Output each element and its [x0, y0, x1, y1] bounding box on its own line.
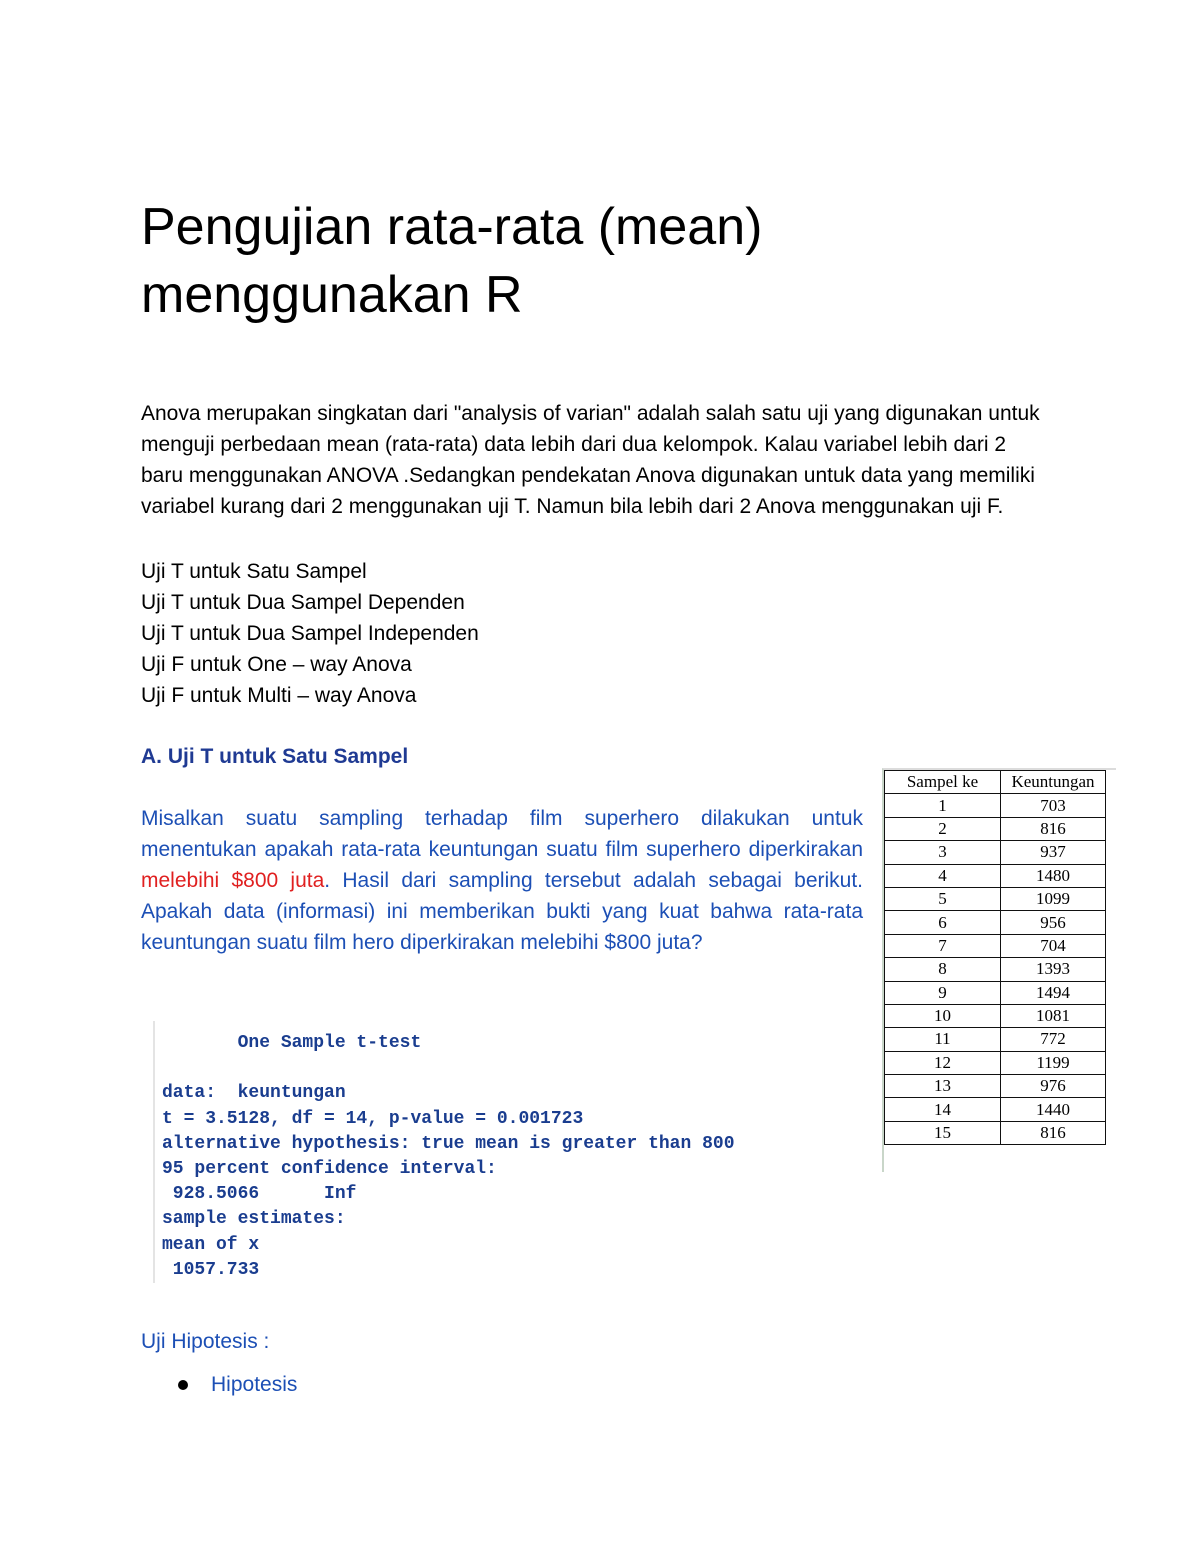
- cell-sample-number: 8: [885, 958, 1001, 981]
- cell-profit: 1480: [1001, 864, 1106, 887]
- r-output-line: sample estimates:: [162, 1209, 346, 1230]
- list-item: [141, 1369, 297, 1400]
- table-row: [885, 794, 1106, 817]
- table-row: [885, 1121, 1106, 1144]
- problem-text-part1: Misalkan suatu sampling terhadap film superhero dilakukan untuk menentukan apakah rata-rata keuntungan suatu film superhero diperkirakan: [141, 807, 863, 861]
- table-row: [885, 1004, 1106, 1027]
- list-item: Uji T untuk Satu Sampel: [141, 560, 367, 583]
- r-output-line: 1057.733: [162, 1259, 260, 1280]
- cell-profit: 956: [1001, 911, 1106, 934]
- list-item: Uji F untuk Multi – way Anova: [141, 684, 417, 707]
- cell-sample-number: 10: [885, 1004, 1001, 1027]
- cell-sample-number: 13: [885, 1075, 1001, 1098]
- sample-table: [884, 770, 1106, 1145]
- problem-paragraph: [141, 803, 863, 958]
- table-row: [885, 958, 1106, 981]
- table-row: [885, 1098, 1106, 1121]
- hypothesis-label: Uji Hipotesis :: [141, 1330, 270, 1353]
- cell-sample-number: 2: [885, 817, 1001, 840]
- table-header-row: [885, 771, 1106, 794]
- test-type-list: [141, 556, 479, 711]
- cell-sample-number: 7: [885, 934, 1001, 957]
- cell-profit: 1199: [1001, 1051, 1106, 1074]
- cell-profit: 816: [1001, 817, 1106, 840]
- table-row: [885, 864, 1106, 887]
- table-row: [885, 911, 1106, 934]
- cell-profit: 976: [1001, 1075, 1106, 1098]
- cell-sample-number: 3: [885, 841, 1001, 864]
- r-output-line: 95 percent confidence interval:: [162, 1159, 497, 1180]
- hypothesis-list: [141, 1369, 297, 1400]
- table-row: [885, 934, 1106, 957]
- cell-sample-number: 9: [885, 981, 1001, 1004]
- cell-profit: 704: [1001, 934, 1106, 957]
- r-output-line: t = 3.5128, df = 14, p-value = 0.001723: [162, 1108, 584, 1129]
- cell-profit: 1393: [1001, 958, 1106, 981]
- table-row: [885, 1051, 1106, 1074]
- cell-profit: 816: [1001, 1121, 1106, 1144]
- r-output-box: [153, 1021, 845, 1283]
- r-output-line: alternative hypothesis: true mean is greater than 800: [162, 1133, 735, 1154]
- list-item: Uji T untuk Dua Sampel Dependen: [141, 591, 465, 614]
- page-title: [141, 193, 1041, 329]
- cell-sample-number: 15: [885, 1121, 1001, 1144]
- table-row: [885, 841, 1106, 864]
- hypothesis-item: Hipotesis: [211, 1373, 298, 1396]
- header-profit: Keuntungan: [1001, 771, 1106, 794]
- bullet-icon: [178, 1380, 188, 1390]
- r-output-line: One Sample t-test: [162, 1033, 422, 1053]
- problem-highlight: melebihi $800 juta: [141, 869, 325, 892]
- cell-profit: 1494: [1001, 981, 1106, 1004]
- cell-sample-number: 14: [885, 1098, 1001, 1121]
- table-row: [885, 817, 1106, 840]
- table-row: [885, 887, 1106, 910]
- cell-profit: 703: [1001, 794, 1106, 817]
- r-output-line: 928.5066 Inf: [162, 1184, 357, 1205]
- r-output-text: [162, 1031, 735, 1283]
- cell-profit: 1099: [1001, 887, 1106, 910]
- list-item: Uji T untuk Dua Sampel Independen: [141, 622, 479, 645]
- problem-text-part2: . Hasil dari sampling tersebut adalah sebagai berikut. Apakah data (informasi) ini memberikan bukti yang kuat bahwa rata-rata keuntungan suatu film hero diperkirakan melebihi $800 juta?: [141, 869, 864, 954]
- title-line-2: menggunakan R: [141, 266, 523, 324]
- table-row: [885, 1028, 1106, 1051]
- header-sample: Sampel ke: [885, 771, 1001, 794]
- cell-sample-number: 6: [885, 911, 1001, 934]
- r-output-line: mean of x: [162, 1234, 260, 1255]
- table-row: [885, 981, 1106, 1004]
- cell-profit: 1081: [1001, 1004, 1106, 1027]
- section-heading: A. Uji T untuk Satu Sampel: [141, 745, 409, 768]
- table-row: [885, 1075, 1106, 1098]
- cell-sample-number: 1: [885, 794, 1001, 817]
- cell-profit: 937: [1001, 841, 1106, 864]
- cell-profit: 1440: [1001, 1098, 1106, 1121]
- cell-sample-number: 5: [885, 887, 1001, 910]
- table-body: [885, 794, 1106, 1145]
- r-output-line: data: keuntungan: [162, 1083, 346, 1104]
- intro-paragraph: Anova merupakan singkatan dari "analysis of varian" adalah salah satu uji yang digunakan untuk menguji perbedaan mean (rata-rata) data lebih dari dua kelompok. Kalau variabel lebih dari 2 baru menggunakan ANOVA .Sedangkan pendekatan Anova digunakan untuk data yang memiliki variabel kurang dari 2 menggunakan uji T. Namun bila lebih dari 2 Anova menggunakan uji F.: [141, 402, 1040, 518]
- cell-sample-number: 11: [885, 1028, 1001, 1051]
- cell-sample-number: 4: [885, 864, 1001, 887]
- list-item: Uji F untuk One – way Anova: [141, 653, 412, 676]
- cell-sample-number: 12: [885, 1051, 1001, 1074]
- title-line-1: Pengujian rata-rata (mean): [141, 198, 763, 256]
- cell-profit: 772: [1001, 1028, 1106, 1051]
